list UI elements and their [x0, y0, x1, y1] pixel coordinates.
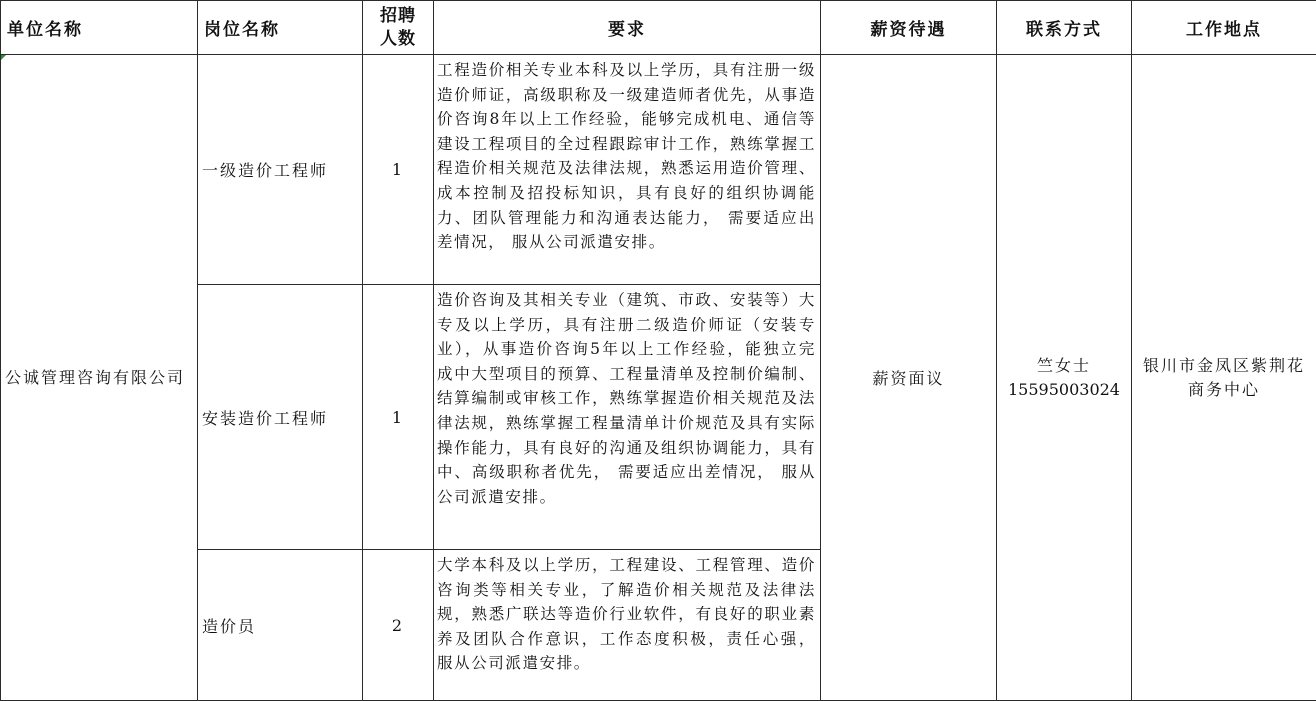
cell-corner-marker [1, 55, 6, 60]
post-name: 安装造价工程师 [198, 285, 363, 550]
header-contact: 联系方式 [997, 1, 1132, 55]
company-cell [1, 55, 198, 701]
header-count-line1: 招聘 [380, 5, 416, 26]
header-requirements: 要求 [434, 1, 821, 55]
contact-name: 竺女士 [1036, 355, 1091, 375]
header-count [363, 1, 434, 55]
post-name: 一级造价工程师 [198, 55, 363, 285]
post-requirements: 大学本科及以上学历，工程建设、工程管理、造价咨询类等相关专业，了解造价相关规范及法律法规，熟悉广联达等造价行业软件，有良好的职业素养及团队合作意识，工作态度积极，责任心强， 服从公司派遣安排。 [434, 550, 821, 701]
header-location: 工作地点 [1132, 1, 1316, 55]
location-cell: 银川市金凤区紫荆花商务中心 [1132, 55, 1316, 701]
header-post: 岗位名称 [198, 1, 363, 55]
salary-cell: 薪资面议 [821, 55, 997, 701]
header-count-line2: 人数 [380, 28, 416, 49]
post-requirements: 造价咨询及其相关专业（建筑、市政、安装等）大专及以上学历，具有注册二级造价师证（安装专业），从事造价咨询5年以上工作经验，能独立完成中大型项目的预算、工程量清单及控制价编制、结算编制或审核工作，熟练掌握造价相关规范及法律法规，熟练掌握工程量清单计价规范及具有实际操作能力，具有良好的沟通及组织协调能力，具有中、高级职称者优先， 需要适应出差情况， 服从公司派遣安排。 [434, 285, 821, 550]
post-count: 1 [363, 55, 434, 285]
contact-cell [997, 55, 1132, 701]
header-row [1, 1, 1316, 55]
header-salary: 薪资待遇 [821, 1, 997, 55]
post-requirements: 工程造价相关专业本科及以上学历，具有注册一级造价师证，高级职称及一级建造师者优先，从事造价咨询8年以上工作经验，能够完成机电、通信等建设工程项目的全过程跟踪审计工作，熟练掌握工程造价相关规范及法律法规，熟悉运用造价管理、成本控制及招投标知识，具有良好的组织协调能力、团队管理能力和沟通表达能力， 需要适应出差情况， 服从公司派遣安排。 [434, 55, 821, 285]
post-count: 2 [363, 550, 434, 701]
company-name: 公诚管理咨询有限公司 [5, 368, 186, 387]
post-count: 1 [363, 285, 434, 550]
post-name: 造价员 [198, 550, 363, 701]
contact-phone: 15595003024 [1008, 379, 1120, 399]
header-unit: 单位名称 [1, 1, 198, 55]
table-row [1, 55, 1316, 285]
